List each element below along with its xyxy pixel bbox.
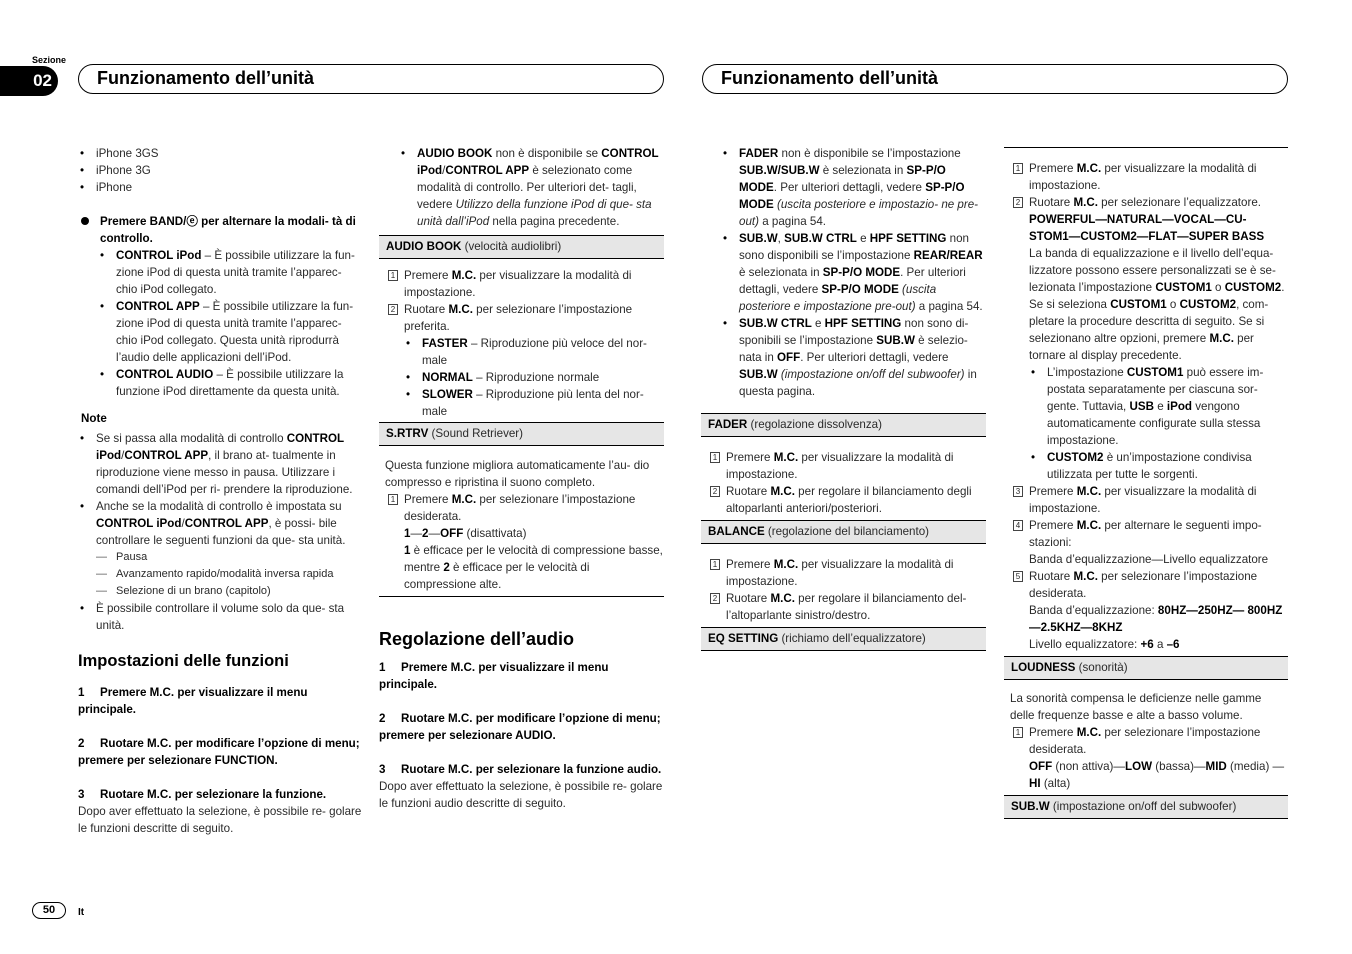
audiobook-note <box>399 145 664 230</box>
list-item: • SUB.W, SUB.W CTRL e HPF SETTING non sono disponibili se l’impostazione REAR/REAR è selezionata in SP-P/O MODE. Per ulteriori dettagli, vedere SP-P/O MODE (uscita posteriore e impostazione pre-out) a pagina 54. <box>721 230 986 315</box>
eq-step-2: 2 Ruotare M.C. per selezionare l’equalizzatore. <box>1010 194 1288 211</box>
loudness-options: OFF (non attiva)—LOW (bassa)—MID (media) —HI (alta) <box>1029 760 1285 790</box>
srtrv-description: 1 è efficace per le velocità di compressione basse, mentre 2 è efficace per le velocità di compressione alte. <box>404 544 663 591</box>
page-title-right: Funzionamento dell’unità <box>702 64 1288 94</box>
eq-custom-desc: La banda di equalizzazione e il livello dell’equa- lizzatore possono essere personalizzati se è se- lezionata l’impostazione CUSTOM1 o CUSTOM2. <box>1029 247 1285 294</box>
column-1 <box>78 145 364 837</box>
speed-options <box>404 335 664 420</box>
srtrv-step-1: 1 Premere M.C. per selezionare l’impostazione desiderata. <box>385 491 664 525</box>
srtrv-intro: Questa funzione migliora automaticamente l’au- dio compresso e ripristina il suono completo. <box>385 459 650 489</box>
section-header-balance: BALANCE (regolazione del bilanciamento) <box>701 520 986 544</box>
section-header-audiobook: AUDIO BOOK (velocità audiolibri) <box>379 235 664 259</box>
list-item: — Pausa <box>96 549 364 566</box>
step-3: 3 Ruotare M.C. per selezionare la funzione audio. <box>379 763 662 776</box>
subwoofer-section <box>1004 795 1288 819</box>
eq-step-3: 3 Premere M.C. per visualizzare la modalità di impostazione. <box>1010 483 1288 517</box>
fader-section <box>701 413 986 521</box>
section-title-functions: Impostazioni delle funzioni <box>78 652 289 670</box>
eq-step-4-desc: Banda d’equalizzazione—Livello equalizzatore <box>1029 553 1269 566</box>
loudness-step-1: 1 Premere M.C. per selezionare l’impostazione desiderata. <box>1010 724 1288 758</box>
list-item: • iPhone 3GS <box>78 145 364 162</box>
list-item: • SUB.W CTRL e HPF SETTING non sono di- sponibili se l’impostazione SUB.W è selezio- nata in OFF. Per ulteriori dettagli, vedere SUB.W (impostazione on/off del subwoofer) in questa pagina. <box>721 315 986 400</box>
section-header-eq: EQ SETTING (richiamo dell’equalizzatore) <box>701 627 986 651</box>
list-item: • L’impostazione CUSTOM1 può essere im- postata separatamente per ciascuna sor- gente. Tuttavia, USB e iPod vengono automaticamente configurate sulla stessa impostazione. <box>1029 364 1288 449</box>
list-item: • FASTER – Riproduzione più veloce del nor- male <box>404 335 664 369</box>
page-number: 50 <box>32 902 66 919</box>
eq-step-1: 1 Premere M.C. per visualizzare la modalità di impostazione. <box>1010 160 1288 194</box>
step-1: 1 Premere M.C. per visualizzare il menu principale. <box>78 686 308 716</box>
audiobook-section <box>379 235 664 423</box>
audiobook-step-2: 2 Ruotare M.C. per selezionare l’impostazione preferita. <box>385 301 664 335</box>
step-2: 2 Ruotare M.C. per modificare l’opzione di menu; premere per selezionare FUNCTION. <box>78 737 360 767</box>
note-title: Note <box>81 412 107 425</box>
section-label: Sezione <box>32 55 67 65</box>
step-3: 3 Ruotare M.C. per selezionare la funzione. <box>78 788 327 801</box>
eq-bands: Banda d’equalizzazione: 80HZ—250HZ— 800HZ—2.5KHZ—8KHZ <box>1029 604 1283 634</box>
list-item: • FADER non è disponibile se l’impostazione SUB.W/SUB.W è selezionata in SP-P/O MODE. Per ulteriori dettagli, vedere SP-P/O MODE (uscita posteriore e impostazio- ne pre-out) a pagina 54. <box>721 145 986 230</box>
eq-presets: POWERFUL—NATURAL—VOCAL—CU- STOM1—CUSTOM2—FLAT—SUPER BASS <box>1029 213 1265 243</box>
column-4 <box>1004 147 1288 819</box>
list-item: • È possibile controllare il volume solo da que- sta unità. <box>78 600 364 634</box>
fader-step-1: 1 Premere M.C. per visualizzare la modalità di impostazione. <box>707 449 986 483</box>
loudness-section <box>1004 656 1288 796</box>
section-header-loudness: LOUDNESS (sonorità) <box>1004 656 1288 680</box>
balance-step-1: 1 Premere M.C. per visualizzare la modalità di impostazione. <box>707 556 986 590</box>
list-item: • NORMAL – Riproduzione normale <box>404 369 664 386</box>
custom-notes <box>1029 364 1288 483</box>
eq-section <box>701 627 986 651</box>
list-item: — Avanzamento rapido/modalità inversa rapida <box>96 566 364 583</box>
srtrv-section <box>379 422 664 597</box>
iphone-models-list <box>78 145 364 196</box>
audiobook-step-1: 1 Premere M.C. per visualizzare la modalità di impostazione. <box>385 267 664 301</box>
fader-step-2: 2 Ruotare M.C. per regolare il bilanciamento degli altoparlanti anteriori/posteriori. <box>707 483 986 517</box>
eq-levels: Livello equalizzatore: +6 a –6 <box>1029 638 1180 651</box>
list-item: • CUSTOM2 è un’impostazione condivisa utilizzata per tutte le sorgenti. <box>1029 449 1288 483</box>
page-title-left: Funzionamento dell’unità <box>78 64 664 94</box>
language-code: It <box>78 907 85 918</box>
band-step: Premere BAND/ⓔ per alternare la modali- tà di controllo. <box>78 213 364 247</box>
column-3 <box>701 145 986 651</box>
section-header-fader: FADER (regolazione dissolvenza) <box>701 413 986 437</box>
eq-step-5: 5 Ruotare M.C. per selezionare l’impostazione desiderata. <box>1010 568 1288 602</box>
fader-notes <box>721 145 986 400</box>
notes-list <box>78 430 364 634</box>
eq-step-4: 4 Premere M.C. per alternare le seguenti impo- stazioni: <box>1010 517 1288 551</box>
list-item: • iPhone 3G <box>78 162 364 179</box>
list-item: • Se si passa alla modalità di controllo CONTROL iPod/CONTROL APP, il brano at- tualmente in riproduzione viene messo in pausa. Utilizzare i comandi dell’iPod per ri- prendere la riproduzione. <box>78 430 364 498</box>
step-3-text: Dopo aver effettuato la selezione, è possibile re- golare le funzioni audio descritte di seguito. <box>379 780 663 810</box>
control-mode-list <box>98 247 364 400</box>
list-item: • CONTROL AUDIO – È possibile utilizzare la funzione iPod direttamente da questa unità. <box>98 366 364 400</box>
step-1: 1 Premere M.C. per visualizzare il menu principale. <box>379 661 609 691</box>
section-header-srtrv: S.RTRV (Sound Retriever) <box>379 422 664 446</box>
list-item: • Anche se la modalità di controllo è impostata su CONTROL iPod/CONTROL APP, è possi- bile controllare le seguenti funzioni da que- sta unità. — Pausa — Avanzamento rapido/modalità inversa rapida — Selezione di un brano (capitolo) <box>78 498 364 600</box>
list-item: • iPhone <box>78 179 364 196</box>
functions-list <box>96 549 364 600</box>
loudness-intro: La sonorità compensa le deficienze nelle gamme delle frequenze basse e alte a basso volume. <box>1010 692 1262 722</box>
srtrv-options: 1—2—OFF (disattivata) <box>404 527 527 540</box>
column-2 <box>379 145 664 812</box>
balance-step-2: 2 Ruotare M.C. per regolare il bilanciamento del- l’altoparlante sinistro/destro. <box>707 590 986 624</box>
list-item: • CONTROL APP – È possibile utilizzare la fun- zione iPod di questa unità tramite l’apparec- chio iPod collegato. Questa unità riprodurrà l’audio delle applicazioni dell’iPod. <box>98 298 364 366</box>
list-item: • CONTROL iPod – È possibile utilizzare la fun- zione iPod di questa unità tramite l’apparec- chio iPod collegato. <box>98 247 364 298</box>
list-item: — Selezione di un brano (capitolo) <box>96 583 364 600</box>
eq-custom-procedure: Se si seleziona CUSTOM1 o CUSTOM2, com- pletare la procedure descritta di seguito. Se si selezionano altre opzioni, premere M.C. per tornare al display precedente. <box>1029 298 1269 362</box>
list-item: • SLOWER – Riproduzione più lenta del nor- male <box>404 386 664 420</box>
list-item: • AUDIO BOOK non è disponibile se CONTROL iPod/CONTROL APP è selezionato come modalità di controllo. Per ulteriori det- tagli, vedere Utilizzo della funzione iPod di que- sta unità dall’iPod nella pagina precedente. <box>399 145 664 230</box>
section-number: 02 <box>0 66 58 96</box>
step-3-text: Dopo aver effettuato la selezione, è possibile re- golare le funzioni descritte di seguito. <box>78 805 362 835</box>
section-title-audio: Regolazione dell’audio <box>379 629 575 649</box>
section-header-subwoofer: SUB.W (impostazione on/off del subwoofer) <box>1004 795 1288 819</box>
balance-section <box>701 520 986 628</box>
step-2: 2 Ruotare M.C. per modificare l’opzione di menu; premere per selezionare AUDIO. <box>379 712 661 742</box>
